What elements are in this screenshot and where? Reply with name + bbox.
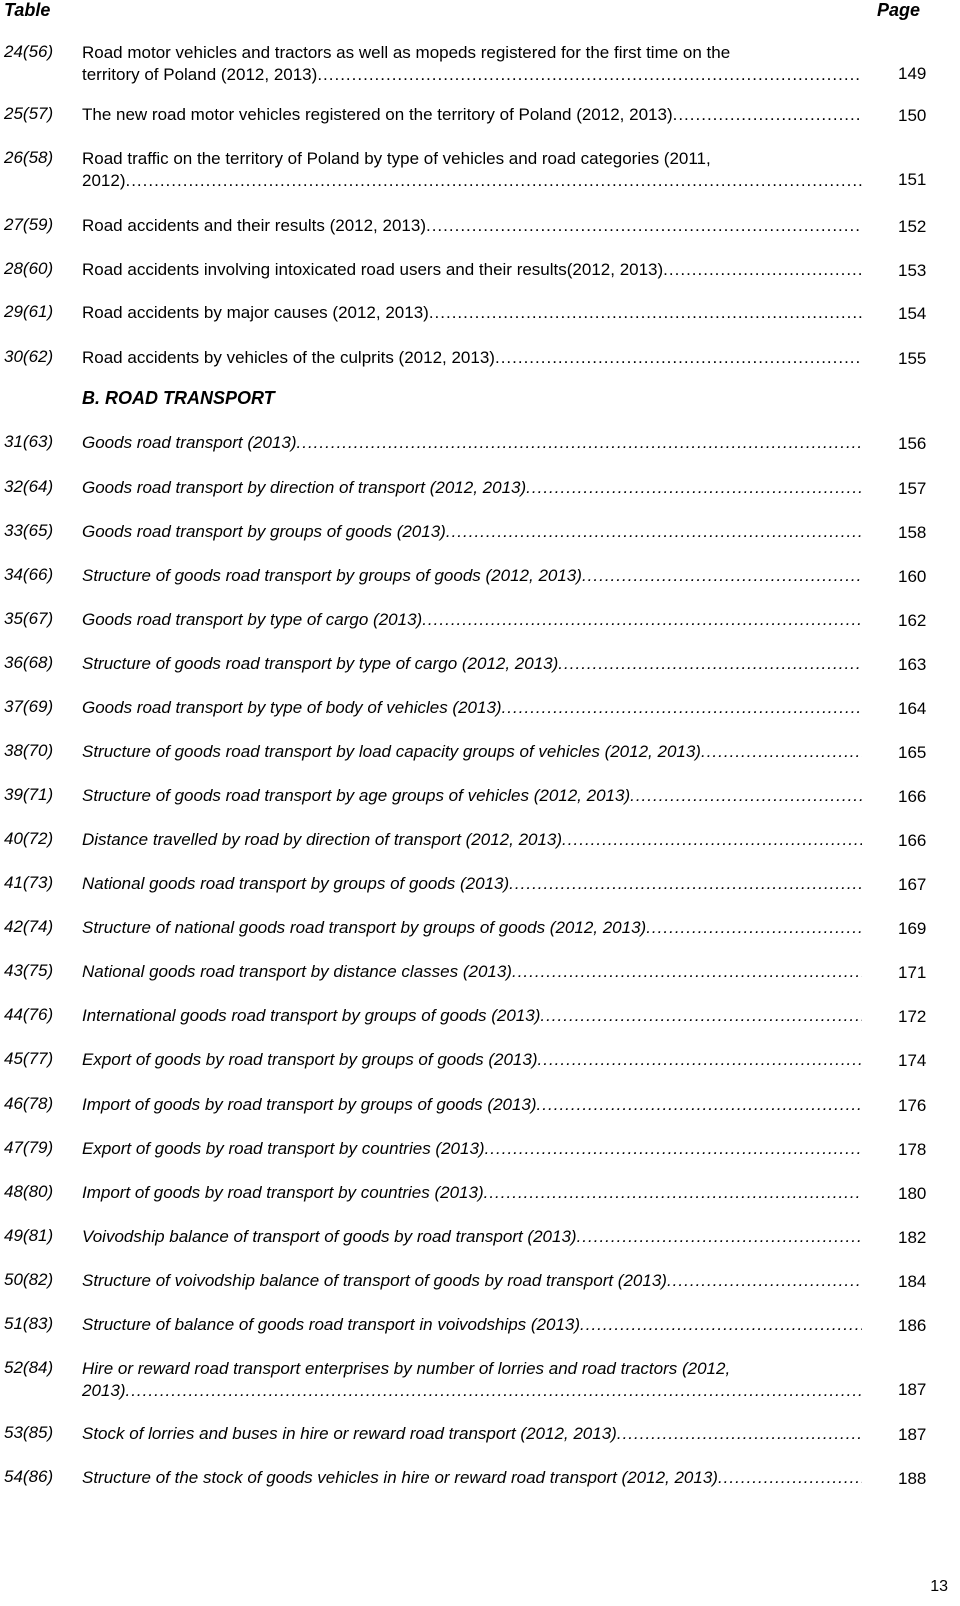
toc-entry-number: 24(56) xyxy=(4,42,54,61)
toc-entry-title xyxy=(82,1467,862,1489)
toc-entry-number: 45(77) xyxy=(4,1049,54,1068)
toc-entry-page: 187 xyxy=(898,1425,927,1444)
toc-entry-title-text: Export of goods by road transport by groups of goods (2013) xyxy=(82,1050,538,1069)
toc-entry-page: 151 xyxy=(898,170,927,189)
toc-entry-page: 186 xyxy=(898,1316,927,1335)
toc-entry-title-text: Goods road transport by type of cargo (2013) xyxy=(82,610,423,629)
toc-entry-title xyxy=(82,259,862,281)
toc-entry-page: 160 xyxy=(898,567,927,586)
toc-entry-number: 31(63) xyxy=(4,432,54,451)
toc-entry-title-text: Voivodship balance of transport of goods by road transport (2013) xyxy=(82,1227,577,1246)
toc-entry-title xyxy=(82,1226,862,1248)
dot-leader xyxy=(558,653,862,675)
dot-leader xyxy=(630,785,862,807)
toc-entry-title xyxy=(82,961,862,983)
toc-entry-title-text: Import of goods by road transport by groups of goods (2013) xyxy=(82,1095,537,1114)
dot-leader xyxy=(125,170,862,192)
toc-entry-title-text: Road accidents by vehicles of the culprits (2012, 2013) xyxy=(82,348,495,367)
toc-entry-page: 158 xyxy=(898,523,927,542)
toc-entry-number: 27(59) xyxy=(4,215,54,234)
dot-leader xyxy=(667,1270,862,1292)
toc-entry-number: 40(72) xyxy=(4,829,54,848)
dot-leader xyxy=(617,1423,862,1445)
toc-entry-title xyxy=(82,477,862,499)
toc-entry-number: 34(66) xyxy=(4,565,54,584)
toc-entry-page: 154 xyxy=(898,304,927,323)
dot-leader xyxy=(495,347,862,369)
toc-entry-page: 164 xyxy=(898,699,927,718)
toc-entry-title xyxy=(82,1005,862,1027)
toc-entry-page: 174 xyxy=(898,1051,927,1070)
toc-entry-number: 26(58) xyxy=(4,148,54,167)
toc-entry-title-text: Stock of lorries and buses in hire or reward road transport (2012, 2013) xyxy=(82,1424,617,1443)
toc-entry-number: 54(86) xyxy=(4,1467,54,1486)
footer-page-number: 13 xyxy=(930,1578,948,1595)
toc-entry-number: 33(65) xyxy=(4,521,54,540)
toc-entry-number: 51(83) xyxy=(4,1314,54,1333)
toc-entry-title xyxy=(82,42,862,86)
toc-entry-title xyxy=(82,1049,862,1071)
dot-leader xyxy=(562,829,862,851)
toc-entry-title xyxy=(82,432,862,454)
toc-entry-page: 178 xyxy=(898,1140,927,1159)
toc-entry-page: 171 xyxy=(898,963,927,982)
dot-leader xyxy=(663,259,862,281)
toc-entry-page: 153 xyxy=(898,261,927,280)
toc-entry-title-line1: Road motor vehicles and tractors as well as mopeds registered for the first time on the xyxy=(82,43,731,62)
toc-entry-title-text: National goods road transport by groups of goods (2013) xyxy=(82,874,510,893)
toc-entry-page: 176 xyxy=(898,1096,927,1115)
toc-entry-number: 30(62) xyxy=(4,347,54,366)
toc-entry-title xyxy=(82,785,862,807)
dot-leader xyxy=(646,917,862,939)
dot-leader xyxy=(526,477,862,499)
dot-leader xyxy=(538,1049,863,1071)
toc-entry-title-text: Distance travelled by road by direction of transport (2012, 2013) xyxy=(82,830,563,849)
toc-entry-title-text: Goods road transport (2013) xyxy=(82,433,297,452)
toc-entry-title-text: Structure of goods road transport by groups of goods (2012, 2013) xyxy=(82,566,582,585)
toc-entry-title-text: The new road motor vehicles registered on the territory of Poland (2012, 2013) xyxy=(82,105,673,124)
toc-entry-title-text: Export of goods by road transport by countries (2013) xyxy=(82,1139,485,1158)
toc-entry-number: 35(67) xyxy=(4,609,54,628)
toc-entry-title xyxy=(82,1138,862,1160)
toc-entry-title xyxy=(82,1270,862,1292)
toc-entry-number: 43(75) xyxy=(4,961,54,980)
toc-entry-title xyxy=(82,565,862,587)
toc-entry-page: 169 xyxy=(898,919,927,938)
toc-entry-title xyxy=(82,917,862,939)
toc-entry-number: 25(57) xyxy=(4,104,54,123)
dot-leader xyxy=(582,565,862,587)
toc-entry-page: 182 xyxy=(898,1228,927,1247)
toc-entry-number: 50(82) xyxy=(4,1270,54,1289)
toc-entry-page: 163 xyxy=(898,655,927,674)
toc-entry-number: 38(70) xyxy=(4,741,54,760)
toc-entry-title xyxy=(82,1182,862,1204)
toc-entry-title-line1: Road traffic on the territory of Poland by type of vehicles and road categories (2011, xyxy=(82,149,711,168)
toc-entry-page: 166 xyxy=(898,831,927,850)
toc-entry-title-text: Goods road transport by groups of goods (2013) xyxy=(82,522,446,541)
toc-entry-title-text: 2012) xyxy=(82,171,126,190)
dot-leader xyxy=(540,1005,862,1027)
toc-entry-number: 28(60) xyxy=(4,259,54,278)
toc-entry-title xyxy=(82,215,862,237)
dot-leader xyxy=(485,1138,862,1160)
dot-leader xyxy=(718,1467,862,1489)
toc-entry-title xyxy=(82,829,862,851)
dot-leader xyxy=(317,64,862,86)
toc-entry-page: 180 xyxy=(898,1184,927,1203)
toc-entry-title xyxy=(82,1094,862,1116)
toc-entry-page: 152 xyxy=(898,217,927,236)
toc-entry-title-text: Road accidents involving intoxicated road users and their results(2012, 2013) xyxy=(82,260,664,279)
dot-leader xyxy=(509,873,862,895)
toc-entry-page: 165 xyxy=(898,743,927,762)
toc-entry-page: 155 xyxy=(898,349,927,368)
toc-entry-title xyxy=(82,104,862,126)
toc-entry-page: 188 xyxy=(898,1469,927,1488)
dot-leader xyxy=(125,1380,862,1402)
toc-entry-title xyxy=(82,1314,862,1336)
toc-entry-number: 46(78) xyxy=(4,1094,54,1113)
header-page-label: Page xyxy=(876,0,920,20)
toc-entry-number: 32(64) xyxy=(4,477,54,496)
dot-leader xyxy=(673,104,862,126)
dot-leader xyxy=(426,215,862,237)
toc-entry-number: 49(81) xyxy=(4,1226,54,1245)
toc-entry-title xyxy=(82,653,862,675)
dot-leader xyxy=(537,1094,862,1116)
toc-entry-number: 47(79) xyxy=(4,1138,54,1157)
toc-entry-page: 157 xyxy=(898,479,927,498)
toc-entry-title-text: Structure of the stock of goods vehicles in hire or reward road transport (2012, 2013) xyxy=(82,1468,718,1487)
toc-entry-page: 162 xyxy=(898,611,927,630)
dot-leader xyxy=(297,432,862,454)
toc-entry-number: 42(74) xyxy=(4,917,54,936)
dot-leader xyxy=(422,609,862,631)
dot-leader xyxy=(577,1226,862,1248)
toc-entry-title xyxy=(82,302,862,324)
toc-entry-number: 39(71) xyxy=(4,785,54,804)
toc-entry-number: 44(76) xyxy=(4,1005,54,1024)
toc-entry-title-text: Structure of goods road transport by age groups of vehicles (2012, 2013) xyxy=(82,786,631,805)
dot-leader xyxy=(484,1182,862,1204)
toc-entry-number: 53(85) xyxy=(4,1423,54,1442)
toc-entry-title xyxy=(82,697,862,719)
toc-entry-page: 187 xyxy=(898,1380,927,1399)
toc-entry-title xyxy=(82,148,862,192)
section-heading-road-transport: B. ROAD TRANSPORT xyxy=(82,388,275,408)
toc-entry-number: 36(68) xyxy=(4,653,54,672)
toc-entry-page: 150 xyxy=(898,106,927,125)
dot-leader xyxy=(502,697,862,719)
toc-entry-page: 156 xyxy=(898,434,927,453)
toc-entry-title xyxy=(82,1423,862,1445)
toc-entry-title xyxy=(82,347,862,369)
toc-entry-page: 149 xyxy=(898,64,927,83)
toc-entry-title-text: Goods road transport by type of body of vehicles (2013) xyxy=(82,698,502,717)
toc-entry-number: 37(69) xyxy=(4,697,54,716)
dot-leader xyxy=(446,521,862,543)
toc-entry-page: 172 xyxy=(898,1007,927,1026)
toc-entry-title-text: 2013) xyxy=(82,1381,126,1400)
dot-leader xyxy=(701,741,862,763)
toc-entry-title xyxy=(82,521,862,543)
toc-entry-title-text: Structure of goods road transport by load capacity groups of vehicles (2012, 2013) xyxy=(82,742,701,761)
dot-leader xyxy=(512,961,862,983)
toc-entry-title xyxy=(82,1358,862,1402)
toc-entry-title-text: National goods road transport by distance classes (2013) xyxy=(82,962,512,981)
toc-entry-title-text: Structure of national goods road transport by groups of goods (2012, 2013) xyxy=(82,918,647,937)
toc-entry-title-text: Structure of balance of goods road transport in voivodships (2013) xyxy=(82,1315,581,1334)
toc-entry-page: 167 xyxy=(898,875,927,894)
toc-entry-page: 166 xyxy=(898,787,927,806)
toc-entry-title-text: territory of Poland (2012, 2013) xyxy=(82,65,318,84)
toc-entry-title xyxy=(82,873,862,895)
header-table-label: Table xyxy=(4,0,51,20)
toc-entry-number: 52(84) xyxy=(4,1358,54,1377)
dot-leader xyxy=(580,1314,862,1336)
toc-entry-title-text: Road accidents by major causes (2012, 2013) xyxy=(82,303,429,322)
toc-entry-title-line1: Hire or reward road transport enterprises by number of lorries and road tractors (2012, xyxy=(82,1359,731,1378)
toc-entry-title-text: Import of goods by road transport by countries (2013) xyxy=(82,1183,484,1202)
toc-entry-page: 184 xyxy=(898,1272,927,1291)
toc-entry-number: 48(80) xyxy=(4,1182,54,1201)
toc-entry-title-text: International goods road transport by groups of goods (2013) xyxy=(82,1006,541,1025)
toc-entry-title xyxy=(82,741,862,763)
toc-entry-title-text: Goods road transport by direction of transport (2012, 2013) xyxy=(82,478,527,497)
toc-entry-number: 29(61) xyxy=(4,302,54,321)
toc-entry-title xyxy=(82,609,862,631)
dot-leader xyxy=(429,302,862,324)
toc-entry-title-text: Structure of goods road transport by type of cargo (2012, 2013) xyxy=(82,654,559,673)
toc-entry-title-text: Structure of voivodship balance of transport of goods by road transport (2013) xyxy=(82,1271,667,1290)
toc-entry-title-text: Road accidents and their results (2012, 2013) xyxy=(82,216,426,235)
toc-entry-number: 41(73) xyxy=(4,873,54,892)
